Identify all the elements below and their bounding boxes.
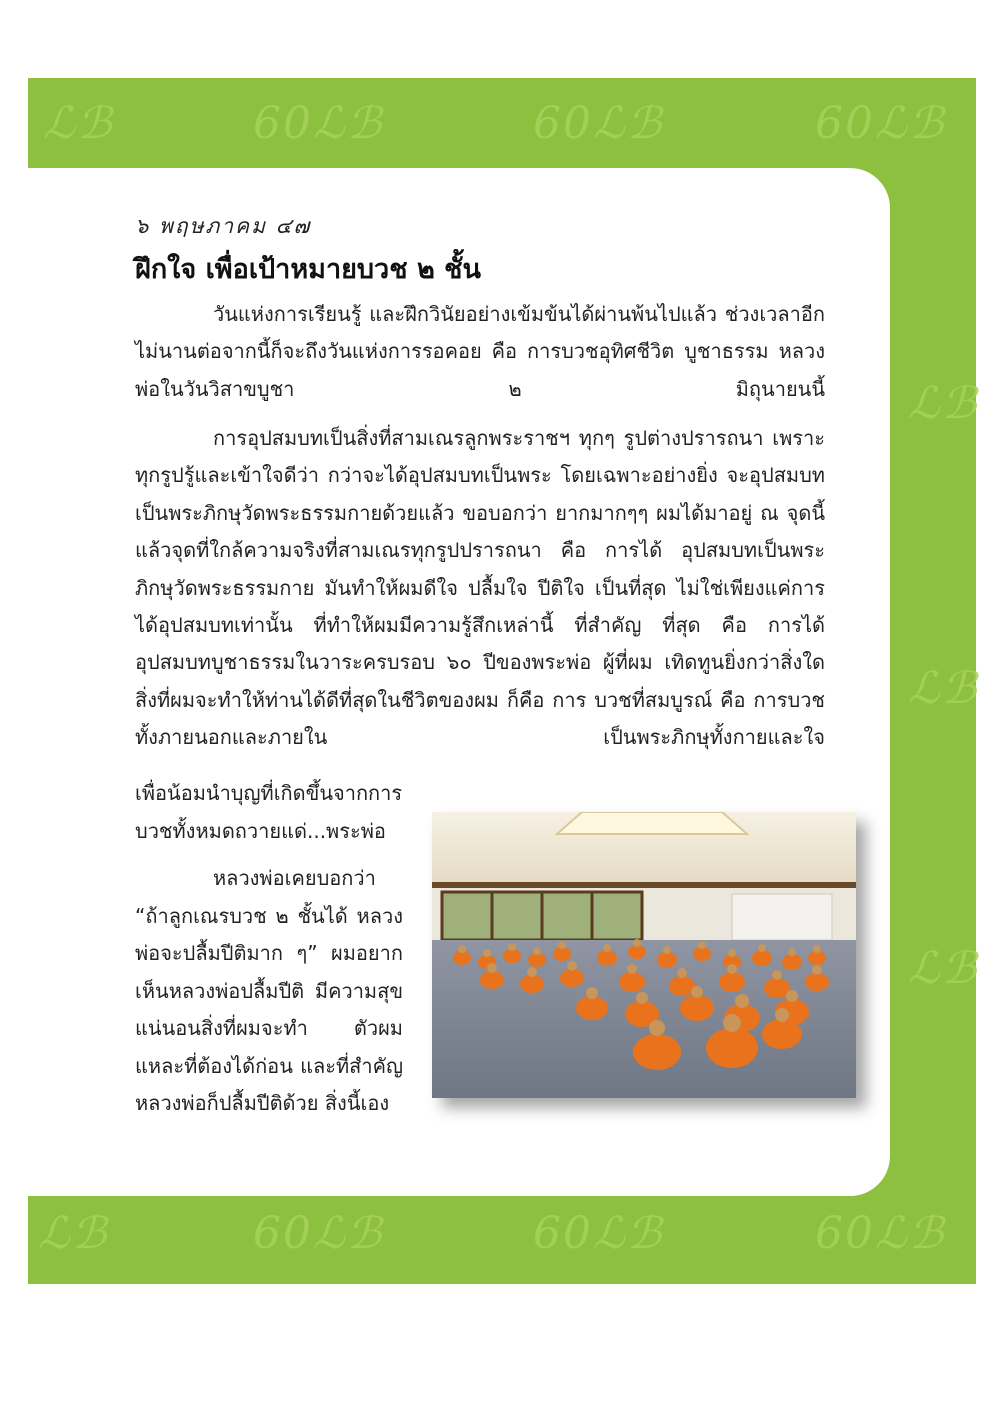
watermark-logo: 60ℒℬ	[253, 1208, 384, 1259]
watermark-logo: ℒℬ	[43, 98, 114, 149]
watermark-logo: ℒℬ	[908, 378, 979, 429]
paragraph-1-text: วันแห่งการเรียนรู้ และฝึกวินัยอย่างเข้มข้นได้ผ่านพ้นไปแล้ว ช่วงเวลาอีกไม่นานต่อจากนี้ก็จะถึงวันแห่งการรอคอย คือ การบวชอุทิศชีวิต บูชาธรรม หลวงพ่อในวันวิสาขบูชา ๒ มิถุนายนนี้	[135, 302, 825, 401]
entry-date: ๖ พฤษภาคม ๔๗	[135, 214, 312, 238]
paragraph-2	[135, 420, 825, 757]
watermark-logo: ℒℬ	[38, 1208, 109, 1259]
page-title: ฝึกใจ เพื่อเป้าหมายบวช ๒ ชั้น	[135, 254, 481, 285]
watermark-logo: ℒℬ	[908, 943, 979, 994]
photo-illustration	[432, 812, 856, 1098]
watermark-logo: 60ℒℬ	[533, 1208, 664, 1259]
watermark-logo: ℒℬ	[908, 663, 979, 714]
watermark-logo: 60ℒℬ	[815, 98, 946, 149]
paragraph-2-text: การอุปสมบทเป็นสิ่งที่สามเณรลูกพระราชฯ ทุกๆ รูปต่างปรารถนา เพราะทุกรูปรู้และเข้าใจดีว่า กว่าจะได้อุปสมบทเป็นพระ โดยเฉพาะอย่างยิ่ง จะอุปสมบทเป็นพระภิกษุวัดพระธรรมกายด้วยแล้ว ขอบอกว่า ยากมากๆๆ ผมได้มาอยู่ ณ จุดนี้แล้วจุดที่ใกล้ความจริงที่สามเณรทุกรูปปรารถนา คือ การได้ อุปสมบทเป็นพระภิกษุวัดพระธรรมกาย มันทำให้ผมดีใจ ปลื้มใจ ปีติใจ เป็นที่สุด ไม่ใช่เพียงแค่การได้อุปสมบทเท่านั้น ที่ทำให้ผมมีความรู้สึกเหล่านี้ ที่สำคัญ ที่สุด คือ การได้อุปสมบทบูชาธรรมในวาระครบรอบ ๖๐ ปีของพระพ่อ ผู้ที่ผม เทิดทูนยิ่งกว่าสิ่งใด สิ่งที่ผมจะทำให้ท่านได้ดีที่สุดในชีวิตของผม ก็คือ การ บวชที่สมบูรณ์ คือ การบวชทั้งภายนอกและภายใน เป็นพระภิกษุทั้งกายและใจ	[135, 426, 825, 750]
paragraph-3	[135, 860, 403, 1123]
paragraph-2-tail-text: เพื่อน้อมนำบุญที่เกิดขึ้นจากการบวชทั้งหมดถวายแด่...พระพ่อ	[135, 781, 403, 843]
monks-meditating-photo	[432, 812, 856, 1098]
watermark-logo: 60ℒℬ	[533, 98, 664, 149]
paragraph-3-text: หลวงพ่อเคยบอกว่า “ถ้าลูกเณรบวช ๒ ชั้นได้ หลวงพ่อจะปลื้มปีติมาก ๆ” ผมอยากเห็นหลวงพ่อปลื้มปีติ มีความสุข แน่นอนสิ่งที่ผมจะทำ ตัวผมแหละที่ต้องได้ก่อน และที่สำคัญ หลวงพ่อก็ปลื้มปีติด้วย สิ่งนี้เอง	[135, 866, 403, 1115]
paragraph-1	[135, 296, 825, 408]
watermark-logo: 60ℒℬ	[815, 1208, 946, 1259]
paragraph-2-tail	[135, 775, 403, 850]
watermark-logo: 60ℒℬ	[253, 98, 384, 149]
